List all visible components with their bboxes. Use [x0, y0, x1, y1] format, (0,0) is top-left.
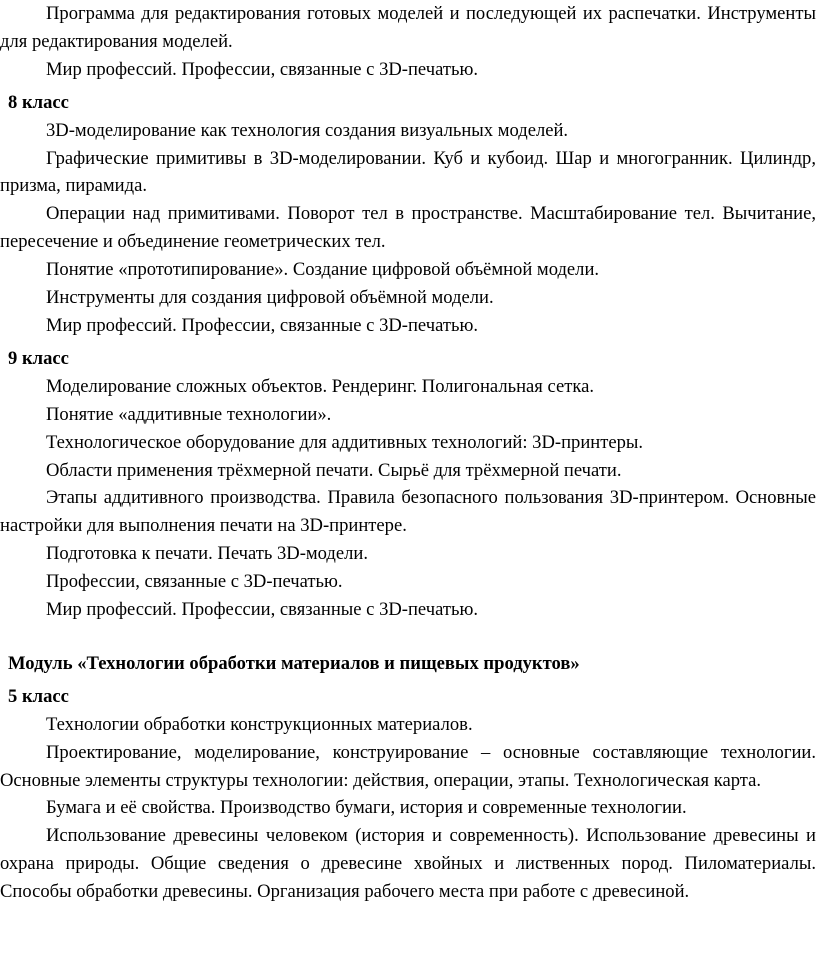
paragraph: Моделирование сложных объектов. Рендеринг. Полигональная сетка.	[46, 375, 595, 397]
paragraph: Мир профессий. Профессии, связанные с 3D-печатью.	[46, 599, 478, 621]
paragraph: Технологии обработки конструкционных материалов.	[46, 713, 473, 735]
paragraph: Проектирование, моделирование, конструирование – основные составляющие технологии. Основные элементы структуры технологии: действия, операции, этапы. Технологическая карта.	[0, 741, 816, 791]
paragraph: Подготовка к печати. Печать 3D-модели.	[46, 543, 369, 565]
paragraph: Программа для редактирования готовых моделей и последующей их распечатки. Инструменты для редактирования моделей.	[0, 3, 816, 52]
paragraph: Бумага и её свойства. Производство бумаги, история и современные технологии.	[46, 797, 687, 819]
section-heading: 9 класс	[8, 347, 69, 369]
section-heading: Модуль «Технологии обработки материалов и пищевых продуктов»	[8, 652, 580, 674]
paragraph: Области применения трёхмерной печати. Сырьё для трёхмерной печати.	[46, 459, 622, 481]
paragraph: Использование древесины человеком (история и современность). Использование древесины и охрана природы. Общие сведения о древесине хвойных и лиственных пород. Пиломатериалы. Способы обработки древесины. Организация рабочего места при работе с древесиной.	[0, 825, 816, 903]
spacer	[0, 624, 816, 650]
section-heading: 5 класс	[8, 685, 69, 707]
paragraph: Понятие «прототипирование». Создание цифровой объёмной модели.	[46, 259, 600, 281]
paragraph: Этапы аддитивного производства. Правила безопасного пользования 3D-принтером. Основные настройки для выполнения печати на 3D-принтере.	[0, 487, 816, 537]
paragraph: Профессии, связанные с 3D-печатью.	[46, 571, 343, 593]
paragraph: Мир профессий. Профессии, связанные с 3D-печатью.	[46, 58, 478, 80]
paragraph: Технологическое оборудование для аддитивных технологий: 3D-принтеры.	[46, 431, 644, 453]
paragraph: Понятие «аддитивные технологии».	[46, 403, 332, 425]
paragraph: 3D-моделирование как технология создания визуальных моделей.	[46, 119, 569, 141]
paragraph: Графические примитивы в 3D-моделировании. Куб и кубоид. Шар и многогранник. Цилиндр, призма, пирамида.	[0, 147, 816, 197]
paragraph: Мир профессий. Профессии, связанные с 3D-печатью.	[46, 314, 478, 336]
paragraph: Инструменты для создания цифровой объёмной модели.	[46, 287, 494, 309]
paragraph: Операции над примитивами. Поворот тел в пространстве. Масштабирование тел. Вычитание, пересечение и объединение геометрических тел.	[0, 203, 816, 253]
section-heading: 8 класс	[8, 91, 69, 113]
